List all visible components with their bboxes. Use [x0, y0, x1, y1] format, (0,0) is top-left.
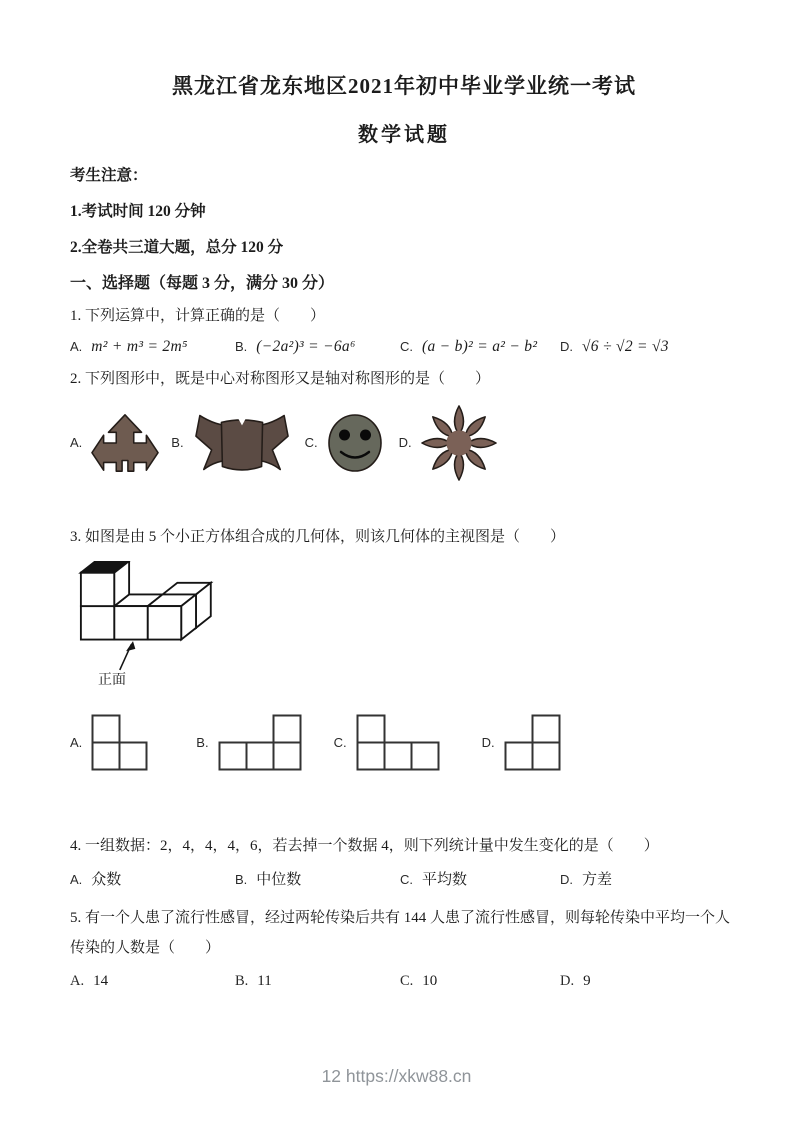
q2-option-d-label: D.: [398, 435, 412, 450]
q2-option-a: [70, 411, 159, 475]
question-5-stem: 5. 有一个人患了流行性感冒，经过两轮传染后共有 144 人患了流行性感冒，则每轮传染中平均一个人传染的人数是（ ）: [70, 910, 731, 956]
question-2-stem: 2. 下列图形中，既是中心对称图形又是轴对称图形的是（ ）: [70, 371, 491, 388]
view-grid-a: [91, 714, 148, 771]
q5-option-b: [235, 973, 400, 990]
q3-option-a-label: A.: [70, 735, 83, 751]
question-1-stem: 1. 下列运算中，计算正确的是（ ）: [70, 308, 326, 324]
front-face-label: 正面: [98, 672, 126, 687]
notice-heading: 考生注意：: [70, 167, 148, 184]
q4-option-b-text: 中位数: [256, 872, 302, 888]
q4-option-b: [235, 868, 400, 889]
q3-option-b-label: B.: [196, 735, 209, 751]
q5-option-c-text: 10: [422, 973, 438, 989]
question-3-stem: 3. 如图是由 5 个小正方体组合成的几何体，则该几何体的主视图是（ ）: [70, 528, 566, 545]
question-3-options: [70, 713, 738, 773]
q3-option-d: [482, 714, 561, 771]
q5-option-c-label: C.: [400, 973, 414, 989]
page-number: 12: [321, 1066, 342, 1086]
three-way-arrow-icon: [91, 411, 159, 475]
q3-option-c-label: C.: [333, 735, 347, 751]
q4-option-d-label: D.: [560, 872, 573, 887]
q4-option-a-label: A.: [70, 872, 83, 887]
q4-option-a: [70, 868, 235, 889]
q2-option-b: [171, 410, 290, 476]
section-heading: 一、选择题（每题 3 分，满分 30 分）: [70, 275, 335, 292]
q4-option-a-text: 众数: [91, 872, 122, 888]
q3-option-b: [196, 714, 301, 771]
question-5-options: [70, 973, 738, 990]
q4-option-d-text: 方差: [582, 872, 613, 888]
q1-option-c-label: C.: [400, 339, 413, 355]
view-grid-c: [356, 714, 440, 771]
q5-option-a: [70, 973, 235, 990]
q5-option-d-text: 9: [583, 973, 591, 989]
q5-option-c: [400, 973, 560, 990]
eight-petal-flower-icon: [421, 404, 497, 482]
q4-option-d: [560, 868, 612, 889]
q1-option-b-formula: (−2a²)³ = −6a⁶: [256, 338, 356, 356]
page-subtitle: 数学试题: [358, 124, 450, 146]
q5-option-b-label: B.: [235, 973, 249, 989]
smiley-face-icon: [327, 413, 383, 473]
watermark-url: https://xkw88.cn: [345, 1066, 472, 1086]
q1-option-c: [400, 338, 560, 356]
question-4-stem: 4. 一组数据：2，4，4，4，6，若去掉一个数据 4，则下列统计量中发生变化的是（ ）: [70, 837, 659, 854]
page-footer: [0, 1066, 793, 1087]
q1-option-a-label: A.: [70, 339, 83, 355]
q1-option-a-formula: m² + m³ = 2m⁵: [91, 338, 188, 356]
q5-option-d-label: D.: [560, 973, 575, 989]
question-1-options: [70, 338, 738, 356]
view-grid-d: [504, 714, 561, 771]
q1-option-a: [70, 338, 235, 356]
question-2-options: [70, 400, 738, 486]
q2-option-b-label: B.: [171, 435, 184, 450]
view-grid-b: [218, 714, 302, 771]
q3-option-d-label: D.: [481, 735, 495, 751]
q1-option-d-formula: √6 ÷ √2 = √3: [582, 338, 669, 356]
q3-option-a: [70, 714, 148, 771]
q1-option-b-label: B.: [235, 339, 248, 355]
q3-option-c: [334, 714, 440, 771]
page-title: 黑龙江省龙东地区2021年初中毕业学业统一考试: [172, 74, 636, 98]
q2-option-c: [305, 413, 383, 473]
notice-line-1: 1.考试时间 120 分钟: [70, 203, 206, 220]
q4-option-c-text: 平均数: [422, 872, 468, 888]
q1-option-b: [235, 338, 400, 356]
q4-option-b-label: B.: [235, 872, 248, 887]
q5-option-a-text: 14: [93, 973, 109, 989]
question-4-options: [70, 868, 738, 889]
q2-option-d: [399, 404, 497, 482]
q5-option-d: [560, 973, 591, 990]
q5-option-b-text: 11: [257, 973, 272, 989]
q4-option-c-label: C.: [400, 872, 413, 887]
ribbon-banner-icon: [193, 410, 291, 476]
notice-line-2: 2.全卷共三道大题，总分 120 分: [70, 239, 284, 256]
q2-option-c-label: C.: [304, 435, 318, 450]
q1-option-c-formula: (a − b)² = a² − b²: [422, 338, 538, 356]
q2-option-a-label: A.: [70, 435, 83, 450]
q5-option-a-label: A.: [70, 973, 85, 989]
cube-solid-figure: [76, 561, 232, 687]
q1-option-d: [560, 338, 669, 356]
question-3-figure: [76, 561, 738, 687]
q4-option-c: [400, 868, 560, 889]
q1-option-d-label: D.: [560, 339, 573, 355]
